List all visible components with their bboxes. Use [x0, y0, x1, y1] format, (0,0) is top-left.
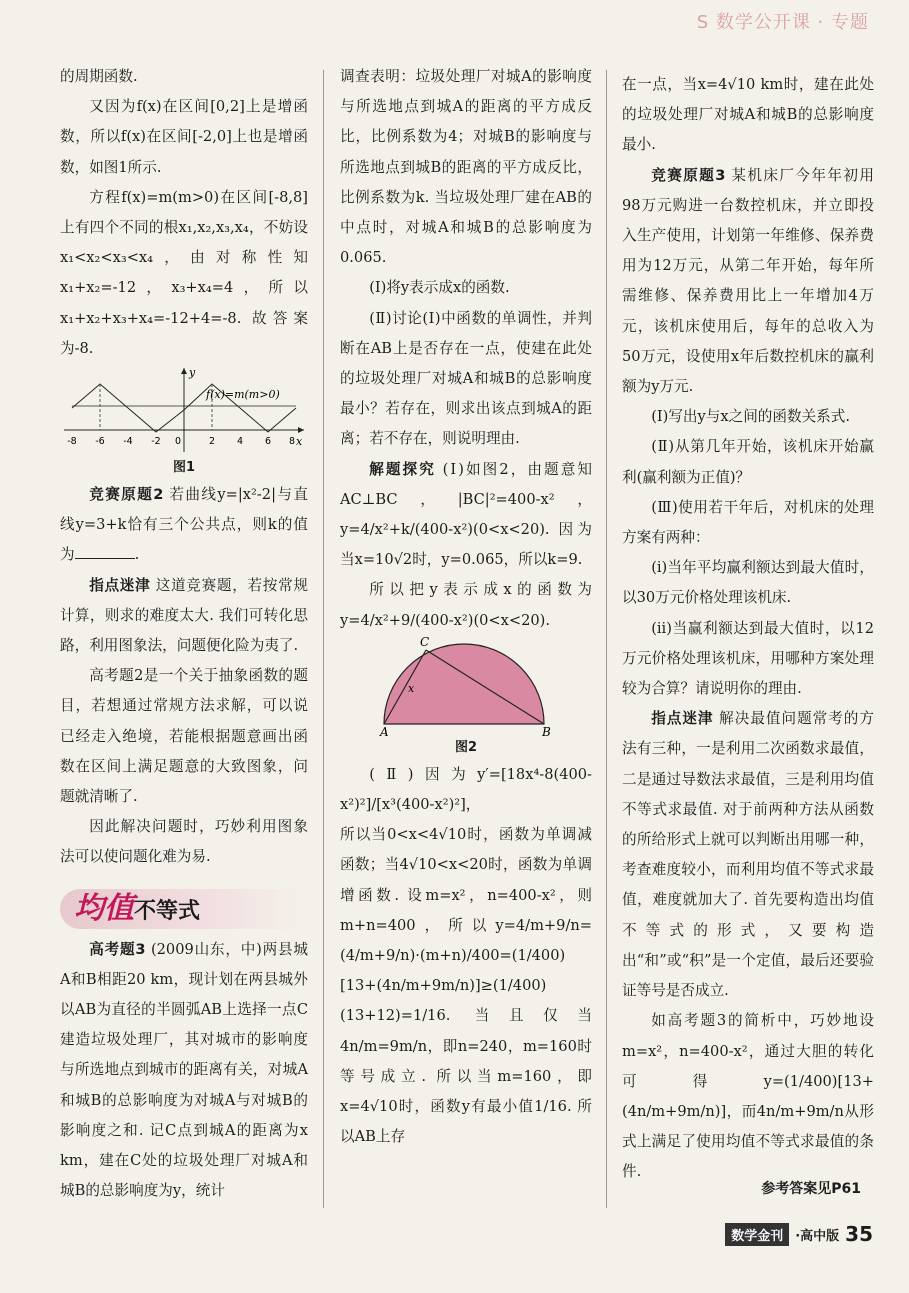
fig1-tick: -8	[67, 436, 77, 448]
tip-title: 指点迷津	[651, 710, 714, 728]
contest-problem-2-end: .	[134, 546, 140, 564]
page-number: 35	[845, 1222, 873, 1246]
fig1-y-label: y	[189, 366, 196, 380]
fig1-label: f(x)=m(m>0)	[206, 388, 280, 402]
tip-text: 这道竞赛题，若按常规计算，则求的难度太大. 我们可转化思路，利用图象法，问题便化险为夷了.	[60, 576, 308, 655]
fig1-tick: 6	[264, 436, 272, 448]
column-1	[60, 62, 308, 1207]
paragraph: 的周期函数.	[60, 68, 138, 85]
contest-problem-2-text: 若曲线y=|x²-2|与直线y=3+k恰有三个公共点，则k的值为	[60, 486, 308, 564]
tip-text: 解决最值问题常考的方法有三种，一是利用二次函数求最值，二是通过导数法求最值，三是利用均值不等式求最值. 对于前两种方法从函数的所给形式上就可以判断出用哪一种，考查难度较小，而利用均值不等式求最值，难度就加大了. 首先要构造出均值不等式的形式，又要构造出“和”或“积”是一个定值，最后还要验证等号是否成立.	[622, 710, 874, 1000]
tip-title: 指点迷津	[89, 576, 151, 594]
paragraph: 在一点，当x=4√10 km时，建在此处的垃圾处理厂对城A和城B的总影响度最小.	[622, 76, 874, 154]
fig1-tick: 0	[174, 436, 182, 448]
edition-label: ·高中版	[795, 1228, 840, 1244]
figure-2-graph	[340, 636, 592, 736]
sub-question: (i)当年平均赢利额达到最大值时，以30万元价格处理该机床.	[622, 559, 874, 607]
figure-2	[340, 636, 592, 760]
figure-1	[60, 364, 308, 480]
figure-2-caption: 图2	[454, 739, 478, 755]
exam-problem-3-title: 高考题3	[89, 940, 146, 958]
tip	[60, 571, 308, 662]
fig1-tick: 4	[236, 436, 244, 448]
contest-problem-3-text: 某机床厂今年年初用98万元购进一台数控机床，并立即投入生产使用，计划第一年维修、保养费用为12万元，从第二年开始，每年所需维修、保养费用比上一年增加4万元，该机床使用后，每年的总收入为50万元，设使用x年后数控机床的赢利额为y万元.	[622, 166, 874, 396]
paragraph: 又因为f(x)在区间[0,2]上是增函数，所以f(x)在区间[-2,0]上也是增函数，如图1所示.	[60, 98, 308, 176]
page-footer	[725, 1222, 873, 1246]
paragraph: 高考题2是一个关于抽象函数的题目，若想通过常规方法求解，可以说已经走入绝境，若能根据题意画出函数在区间上满足题意的大致图象，问题就清晰了.	[60, 667, 308, 806]
fig2-label-B: B	[542, 724, 551, 736]
fig2-label-A: A	[380, 724, 389, 736]
paragraph: 如高考题3的简析中，巧妙地设m=x²，n=400-x²，通过大胆的转化可得y=(1/400)[13+(4n/m+9m/n)]，而4n/m+9m/n从形式上满足了使用均值不等式求最值的条件.	[622, 1012, 874, 1181]
column-divider-1	[323, 70, 324, 1208]
paragraph: 因此解决问题时，巧妙利用图象法可以使问题化难为易.	[60, 818, 308, 866]
fig1-tick: -2	[151, 436, 161, 448]
paragraph: (Ⅱ)因为y′=[18x⁴-8(400-x²)²]/[x³(400-x²)²]，	[340, 765, 592, 814]
paragraph: 调查表明：垃圾处理厂对城A的影响度与所选地点到城A的距离的平方成反比，比例系数为4；对城B的影响度与所选地点到城B的距离的平方成反比，比例系数为k. 当垃圾处理厂建在AB的中点时，对城A和城B的总影响度为0.065.	[340, 68, 592, 267]
masthead: S 数学公开课 · 专题	[696, 12, 869, 33]
fig1-tick: -4	[123, 436, 133, 448]
solution-part-1: (Ⅰ)如图2，由题意知AC⊥BC，|BC|²=400-x²，y=4/x²+k/(400-x²)(0<x<20). 因为当x=10√2时，y=0.065，所以k=9.	[340, 460, 592, 569]
sub-question: (ii)当赢利额达到最大值时，以12万元价格处理该机床，用哪种方案处理较为合算？请说明你的理由.	[622, 619, 874, 698]
paragraph: 所以把y表示成x的函数为y=4/x²+9/(400-x²)(0<x<20).	[340, 581, 592, 629]
solution	[340, 455, 592, 576]
fig1-tick: 2	[208, 436, 216, 448]
contest-problem-2	[60, 480, 308, 571]
fig2-label-C: C	[420, 635, 430, 649]
column-2	[340, 62, 592, 1153]
figure-1-graph	[60, 364, 308, 456]
figure-1-caption: 图1	[172, 460, 196, 476]
fig1-tick: -6	[95, 436, 105, 448]
answer-blank	[75, 558, 135, 559]
fig1-x-label: x	[296, 435, 303, 449]
paragraph: 所以当0<x<4√10时，函数为单调减函数；当4√10<x<20时，函数为单调增函数. 设m=x²，n=400-x²，则m+n=400，所以y=4/m+9/n=(4/m+9/n)·(m+n)/400=(1/400)[13+(4n/m+9m/n)]≥(1/400)(13+12)=1/16. 当且仅当4n/m=9m/n，即n=240，m=160时等号成立. 所以当m=160，即x=4√10时，函数y有最小值1/16. 所以AB上存	[340, 826, 592, 1146]
section-banner-text: 不等式	[134, 898, 201, 924]
fig1-tick: 8	[288, 436, 296, 448]
tip	[622, 704, 874, 1006]
exam-problem-3	[60, 935, 308, 1207]
section-banner	[60, 889, 308, 929]
brand-logo: 数学金刊	[725, 1223, 789, 1246]
answer-reference: 参考答案见P61	[761, 1181, 861, 1197]
sub-question: (Ⅱ)从第几年开始，该机床开始赢利(赢利额为正值)？	[622, 438, 874, 486]
question-1: (Ⅰ)将y表示成x的函数.	[369, 279, 510, 297]
paragraph: 方程f(x)=m(m>0)在区间[-8,8]上有四个不同的根x₁,x₂,x₃,x₄，不妨设x₁<x₂<x₃<x₄，由对称性知x₁+x₂=-12，x₃+x₄=4，所以x₁+x₂+x₃+x₄=-12+4=-8. 故答案为-8.	[60, 188, 308, 357]
question-2: (Ⅱ)讨论(Ⅰ)中函数的单调性，并判断在AB上是否存在一点，使建在此处的垃圾处理厂对城A和城B的总影响度最小？若存在，则求出该点到城A的距离；若不存在，则说明理由.	[340, 309, 592, 448]
contest-problem-2-title: 竞赛原题2	[89, 486, 164, 504]
contest-problem-3	[622, 161, 874, 403]
section-banner-emphasis: 均值	[74, 890, 134, 926]
column-3	[622, 70, 874, 1188]
sub-question: (Ⅲ)使用若干年后，对机床的处理方案有两种：	[622, 498, 874, 547]
exam-problem-3-text: (2009山东，中)两县城A和B相距20 km，现计划在两县城外以AB为直径的半圆弧AB上选择一点C建造垃圾处理厂，其对城市的影响度与所选地点到城市的距离有关，对城A和城B的总影响度为对城A与对城B的影响度之和. 记C点到城A的距离为x km，建在C处的垃圾处理厂对城A和城B的总影响度为y，统计	[60, 940, 309, 1200]
contest-problem-3-title: 竞赛原题3	[651, 166, 726, 184]
column-divider-2	[606, 70, 607, 1208]
sub-question: (Ⅰ)写出y与x之间的函数关系式.	[651, 408, 850, 426]
fig2-label-x: x	[408, 681, 415, 695]
solution-title: 解题探究	[369, 460, 436, 478]
